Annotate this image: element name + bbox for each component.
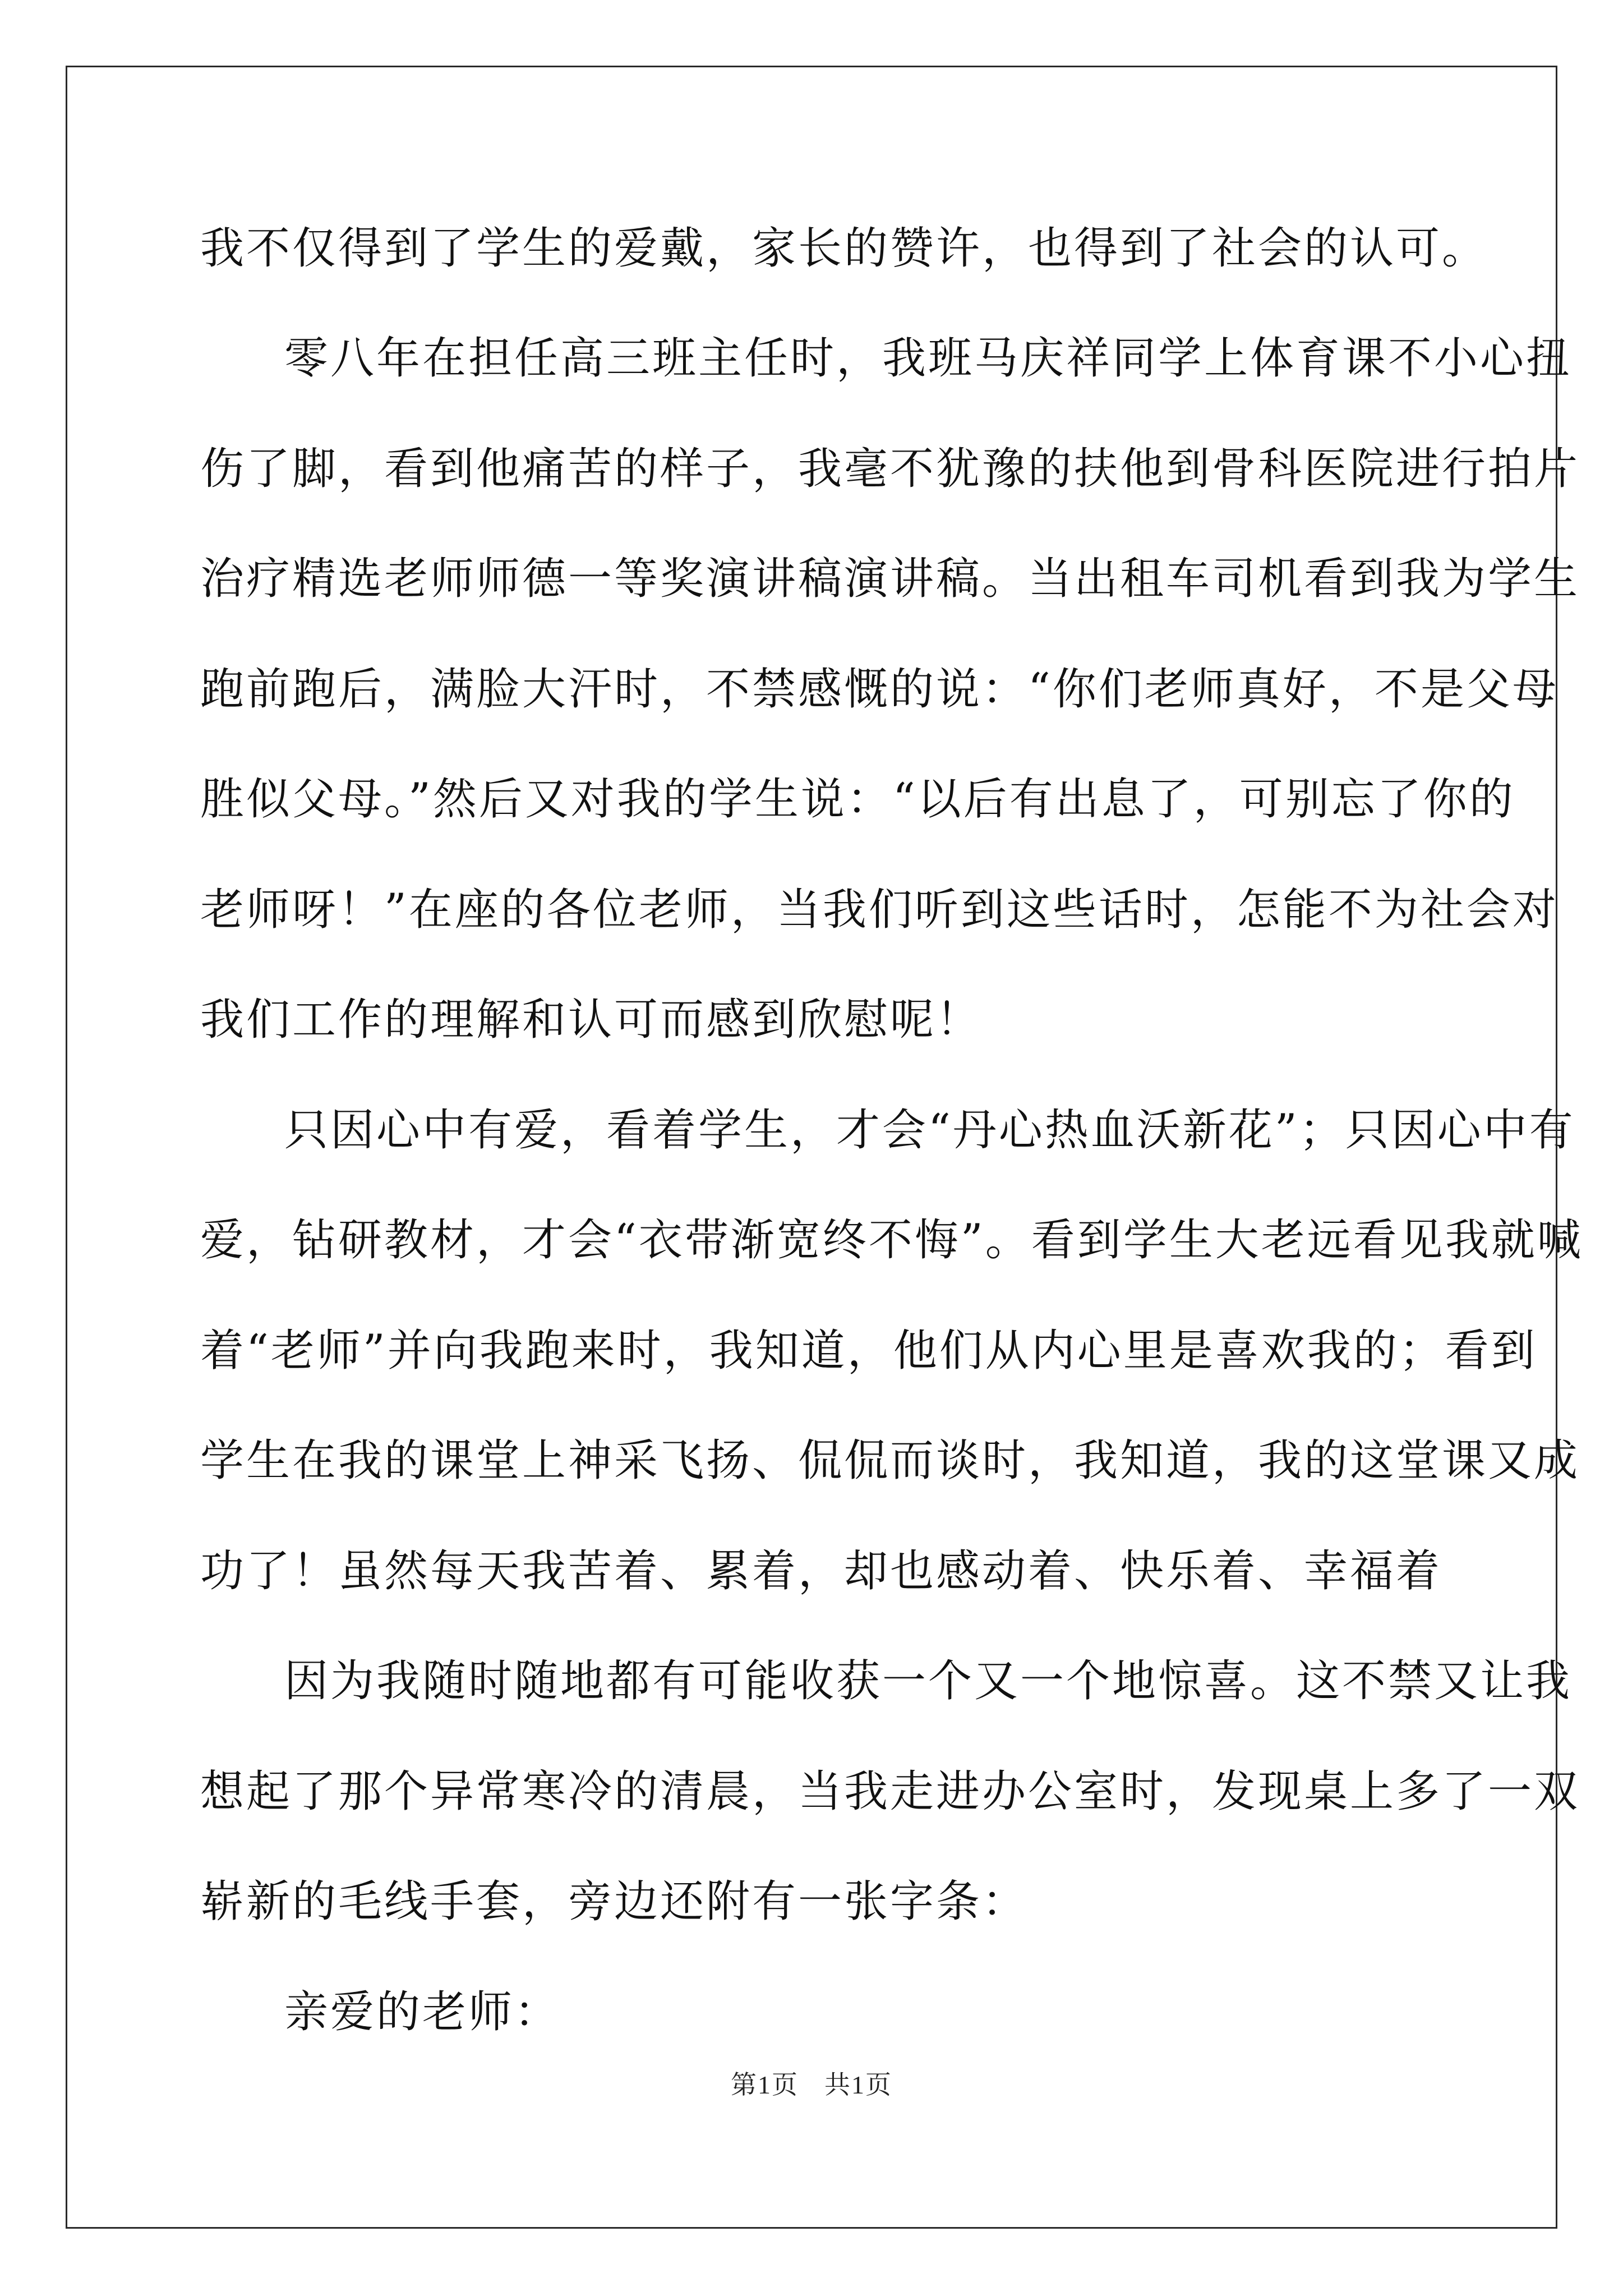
text-line: 治疗精选老师师德一等奖演讲稿演讲稿。当出租车司机看到我为学生 — [200, 554, 1580, 604]
text-line: 爱，钻研教材，才会“衣带渐宽终不悔”。看到学生大老远看见我就喊 — [200, 1215, 1583, 1266]
text-line: 想起了那个异常寒冷的清晨，当我走进办公室时，发现桌上多了一双 — [200, 1766, 1580, 1817]
text-line: 崭新的毛线手套，旁边还附有一张字条： — [200, 1876, 1029, 1927]
text-line: 跑前跑后，满脸大汗时，不禁感慨的说：“你们老师真好，不是父母 — [200, 664, 1559, 715]
paragraph-first-line: 因为我随时随地都有可能收获一个又一个地惊喜。这不禁又让我 — [284, 1656, 1573, 1706]
paragraph-first-line: 只因心中有爱，看着学生，才会“丹心热血沃新花”；只因心中有 — [284, 1105, 1575, 1156]
text-line: 功了！虽然每天我苦着、累着，却也感动着、快乐着、幸福着 — [200, 1546, 1442, 1596]
paragraph-first-line: 零八年在担任高三班主任时，我班马庆祥同学上体育课不小心扭 — [284, 333, 1573, 384]
text-line: 我不仅得到了学生的爱戴，家长的赞许，也得到了社会的认可。 — [200, 223, 1488, 274]
text-line: 学生在我的课堂上神采飞扬、侃侃而谈时，我知道，我的这堂课又成 — [200, 1435, 1580, 1486]
text-line: 我们工作的理解和认可而感到欣慰呢！ — [200, 995, 983, 1045]
page-number: 第1页 — [731, 2070, 799, 2099]
page-footer — [0, 2064, 1623, 2101]
page-total: 共1页 — [824, 2070, 892, 2099]
text-line: 伤了脚，看到他痛苦的样子，我毫不犹豫的扶他到骨科医院进行拍片 — [200, 444, 1580, 494]
text-line: 胜似父母。”然后又对我的学生说：“以后有出息了，可别忘了你的 — [200, 774, 1515, 825]
text-line: 老师呀！”在座的各位老师，当我们听到这些话时，怎能不为社会对 — [200, 885, 1559, 935]
text-line: 着“老师”并向我跑来时，我知道，他们从内心里是喜欢我的；看到 — [200, 1326, 1537, 1376]
salutation-line: 亲爱的老师： — [284, 1987, 561, 2037]
